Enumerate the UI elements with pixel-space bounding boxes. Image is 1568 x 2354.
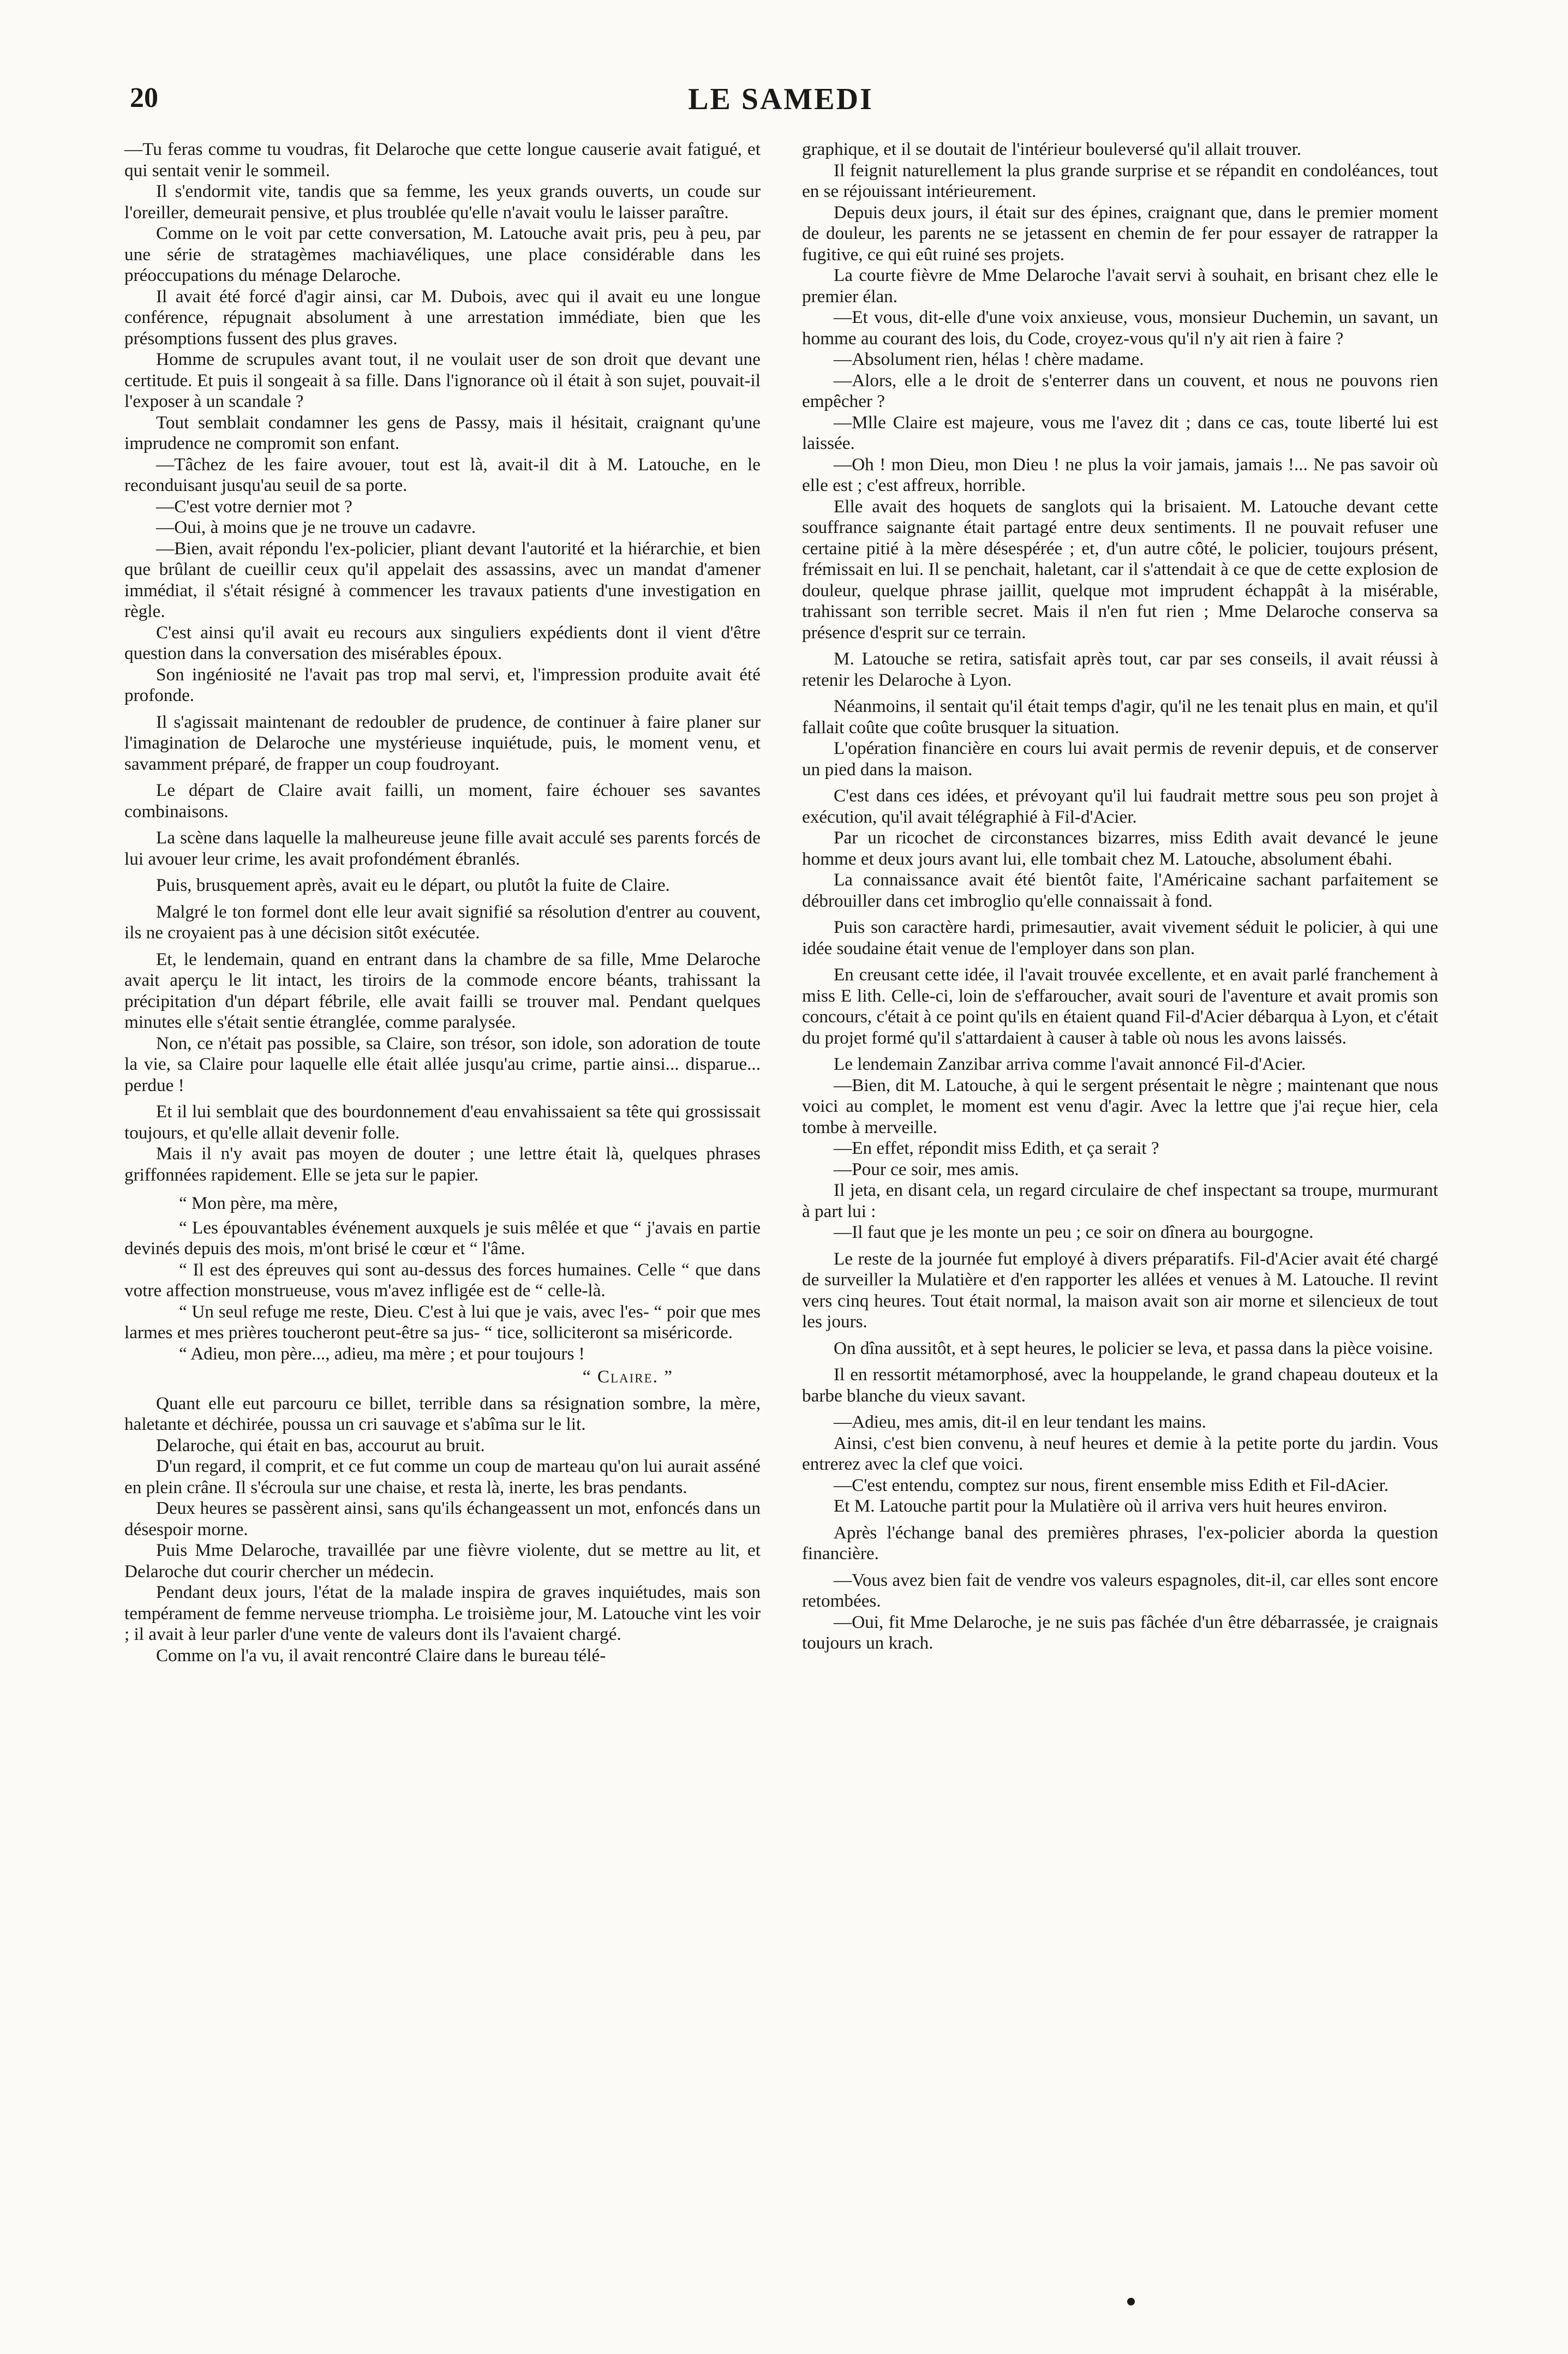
paragraph: —En effet, répondit miss Edith, et ça serait ?	[834, 1138, 1159, 1158]
journal-title: LE SAMEDI	[688, 82, 873, 116]
letter-paragraph: “ Un seul refuge me reste, Dieu. C'est à lui que je vais, avec l'es- “ poir que mes larmes et mes prières toucheront peut-être sa jus- “ tice, solliciteront sa miséricorde.	[124, 1301, 761, 1343]
paragraph: —Oh ! mon Dieu, mon Dieu ! ne plus la voir jamais, jamais !... Ne pas savoir où elle est ; c'est affreux, horrible.	[802, 454, 1438, 495]
paragraph: M. Latouche se retira, satisfait après tout, car par ses conseils, il avait réussi à retenir les Delaroche à Lyon.	[802, 649, 1438, 690]
paragraph: Pendant deux jours, l'état de la malade inspira de graves inquiétudes, mais son tempérament de femme nerveuse triompha. Le troisième jour, M. Latouche vint les voir ; il avait à leur parler d'une vente de valeurs dont ils l'avaient chargé.	[124, 1582, 761, 1644]
letter-signature: “ Claire. ”	[582, 1367, 673, 1387]
paragraph: Son ingéniosité ne l'avait pas trop mal servi, et, l'impression produite avait été profonde.	[124, 664, 761, 705]
page-header	[124, 82, 1437, 125]
paragraph: Il avait été forcé d'agir ainsi, car M. Dubois, avec qui il avait eu une longue conférence, répugnait absolument à une arrestation immédiate, bien que les présomptions fussent des plus graves.	[124, 286, 761, 349]
paragraph: D'un regard, il comprit, et ce fut comme un coup de marteau qu'on lui aurait asséné en plein crâne. Il s'écroula sur une chaise, et resta là, inerte, les bras pendants.	[124, 1456, 761, 1498]
paragraph: —Adieu, mes amis, dit-il en leur tendant les mains.	[834, 1412, 1206, 1432]
paragraph: Homme de scrupules avant tout, il ne voulait user de son droit que devant une certitude. Et puis il songeait à sa fille. Dans l'ignorance où il était à son sujet, pouvait-il l'exposer à un scandale ?	[124, 349, 761, 411]
paragraph: Et, le lendemain, quand en entrant dans la chambre de sa fille, Mme Delaroche avait aperçu le lit intact, les tiroirs de la commode encore béants, trahissant la précipitation d'un départ fébrile, elle avait failli se trouver mal. Pendant quelques minutes elle s'était sentie étranglée, comme paralysée.	[124, 949, 761, 1032]
paragraph: Deux heures se passèrent ainsi, sans qu'ils échangeassent un mot, enfoncés dans un désespoir morne.	[124, 1498, 761, 1540]
paragraph: Comme on le voit par cette conversation, M. Latouche avait pris, peu à peu, par une série de stratagèmes machiavéliques, une place considérable dans les préoccupations du ménage Delaroche.	[124, 223, 761, 285]
paragraph: Le lendemain Zanzibar arriva comme l'avait annoncé Fil-d'Acier.	[834, 1054, 1306, 1074]
paragraph: —Oui, fit Mme Delaroche, je ne suis pas fâchée d'un être débarrassée, je craignais toujours un krach.	[802, 1612, 1438, 1653]
paragraph: —Oui, à moins que je ne trouve un cadavre.	[156, 517, 476, 537]
paragraph: Quant elle eut parcouru ce billet, terrible dans sa résignation sombre, la mère, haletante et déchirée, poussa un cri sauvage et s'abîma sur le lit.	[124, 1393, 761, 1434]
paragraph: Comme on l'a vu, il avait rencontré Claire dans le bureau télé-	[156, 1645, 606, 1666]
paragraph: graphique, et il se doutait de l'intérieur bouleversé qu'il allait trouver.	[802, 139, 1302, 159]
paragraph: Depuis deux jours, il était sur des épines, craignant que, dans le premier moment de douleur, les parents ne se jetassent en chemin de fer pour essayer de ratrapper la fugitive, ce qui eût ruiné ses projets.	[802, 202, 1438, 265]
paragraph: La connaissance avait été bientôt faite, l'Américaine sachant parfaitement se débrouiller dans cet imbroglio qu'elle connaissait à fond.	[802, 870, 1438, 911]
paragraph: Il s'endormit vite, tandis que sa femme, les yeux grands ouverts, un coude sur l'oreiller, demeurait pensive, et plus troublée qu'elle n'avait voulu le laisser paraître.	[124, 181, 761, 223]
paragraph: —Absolument rien, hélas ! chère madame.	[834, 349, 1144, 369]
paragraph: —C'est entendu, comptez sur nous, firent ensemble miss Edith et Fil-dAcier.	[834, 1475, 1389, 1495]
paragraph: —C'est votre dernier mot ?	[156, 496, 352, 517]
paragraph: —Alors, elle a le droit de s'enterrer dans un couvent, et nous ne pouvons rien empêcher ?	[802, 370, 1438, 411]
paragraph: —Il faut que je les monte un peu ; ce soir on dînera au bourgogne.	[834, 1222, 1314, 1242]
paragraph: Malgré le ton formel dont elle leur avait signifié sa résolution d'entrer au couvent, ils ne croyaient pas à une décision sitôt exécutée.	[124, 901, 761, 943]
paragraph: Néanmoins, il sentait qu'il était temps d'agir, qu'il ne les tenait plus en main, et qu'il fallait coûte que coûte brusquer la situation.	[802, 696, 1438, 738]
paragraph: Et il lui semblait que des bourdonnement d'eau envahissaient sa tête qui grossissait toujours, et qu'elle allait devenir folle.	[124, 1101, 761, 1143]
paragraph: C'est ainsi qu'il avait eu recours aux singuliers expédients dont il vient d'être question dans la conversation des misérables époux.	[124, 622, 761, 663]
paragraph: Après l'échange banal des premières phrases, l'ex-policier aborda la question financière.	[802, 1522, 1438, 1564]
paragraph: Puis Mme Delaroche, travaillée par une fièvre violente, dut se mettre au lit, et Delaroche dut courir chercher un médecin.	[124, 1540, 761, 1582]
paragraph: L'opération financière en cours lui avait permis de revenir depuis, et de conserver un pied dans la maison.	[802, 738, 1438, 780]
paragraph: —Bien, avait répondu l'ex-policier, pliant devant l'autorité et la hiérarchie, et bien que brûlant de cueillir ceux qu'il appelait des assassins, avec un mandat d'amener immédiat, il s'était résigné à commencer les travaux patients d'une investigation en règle.	[124, 538, 761, 621]
paragraph: Le reste de la journée fut employé à divers préparatifs. Fil-d'Acier avait été chargé de surveiller la Mulatière et d'en rapporter les allées et venues à M. Latouche. Il revint vers cinq heures. Tout était normal, la maison avait son air morne et silencieux de tout les jours.	[802, 1248, 1438, 1332]
paragraph: Il feignit naturellement la plus grande surprise et se répandit en condoléances, tout en se réjouissant intérieurement.	[802, 160, 1438, 201]
letter-paragraph: “ Les épouvantables événement auxquels je suis mêlée et que “ j'avais en partie devinés depuis des mois, m'ont brisé le cœur et “ l'âme.	[124, 1217, 761, 1259]
paragraph: On dîna aussitôt, et à sept heures, le policier se leva, et passa dans la pièce voisine.	[834, 1338, 1433, 1358]
paragraph: —Et vous, dit-elle d'une voix anxieuse, vous, monsieur Duchemin, un savant, un homme au courant des lois, du Code, croyez-vous qu'il n'y ait rien à faire ?	[802, 307, 1438, 349]
paragraph: —Bien, dit M. Latouche, à qui le sergent présentait le nègre ; maintenant que nous voici au complet, le moment est venu d'agir. Avec la lettre que j'ai reçue hier, cela tombe à merveille.	[802, 1075, 1438, 1137]
paragraph: Il jeta, en disant cela, un regard circulaire de chef inspectant sa troupe, murmurant à part lui :	[802, 1180, 1438, 1221]
paragraph: Elle avait des hoquets de sanglots qui la brisaient. M. Latouche devant cette souffrance saignante était partagé entre deux sentiments. Il ne pouvait refuser une certaine pitié à la mère désespérée ; et, d'un autre côté, le policier, toujours présent, frémissait en lui. Il se penchait, haletant, car il s'attendait à ce que de cette explosion de douleur, quelque phrase jaillit, quelque mot imprudent échappât à la misérable, trahissant son terrible secret. Mais il n'en fut rien ; Mme Delaroche conserva sa présence d'esprit sur ce terrain.	[802, 496, 1438, 643]
right-column	[802, 139, 1438, 1654]
ink-dot-mark	[1127, 2298, 1135, 2305]
paragraph: Il en ressortit métamorphosé, avec la houppelande, le grand chapeau douteux et la barbe blanche du vieux savant.	[802, 1364, 1438, 1406]
paragraph: —Vous avez bien fait de vendre vos valeurs espagnoles, dit-il, car elles sont encore retombées.	[802, 1570, 1438, 1611]
paragraph: C'est dans ces idées, et prévoyant qu'il lui faudrait mettre sous peu son projet à exécution, qu'il avait télégraphié à Fil-d'Acier.	[802, 786, 1438, 827]
paragraph: —Tâchez de les faire avouer, tout est là, avait-il dit à M. Latouche, en le reconduisant jusqu'au seuil de sa porte.	[124, 454, 761, 495]
paragraph: Tout semblait condamner les gens de Passy, mais il hésitait, craignant qu'une imprudence ne compromit son enfant.	[124, 412, 761, 453]
letter-paragraph: “ Adieu, mon père..., adieu, ma mère ; et pour toujours !	[179, 1343, 585, 1364]
page-number: 20	[130, 82, 158, 113]
paragraph: Le départ de Claire avait failli, un moment, faire échouer ses savantes combinaisons.	[124, 780, 761, 822]
letter-salutation: “ Mon père, ma mère,	[179, 1193, 338, 1213]
paragraph: En creusant cette idée, il l'avait trouvée excellente, et en avait parlé franchement à miss E lith. Celle-ci, loin de s'effaroucher, avait souri de l'aventure et avait promis son concours, c'était à ce point qu'ils en étaient quand Fil-d'Acier débarqua à Lyon, et c'était du projet formé qu'il s'attardaient à causer à table où nous les avons laissés.	[802, 965, 1438, 1048]
paragraph: —Pour ce soir, mes amis.	[834, 1159, 1019, 1179]
paragraph: —Tu feras comme tu voudras, fit Delaroche que cette longue causerie avait fatigué, et qui sentait venir le sommeil.	[124, 139, 761, 181]
paragraph: Et M. Latouche partit pour la Mulatière où il arriva vers huit heures environ.	[834, 1496, 1387, 1516]
paragraph: Mais il n'y avait pas moyen de douter ; une lettre était là, quelques phrases griffonnées rapidement. Elle se jeta sur le papier.	[124, 1143, 761, 1185]
paragraph: Par un ricochet de circonstances bizarres, miss Edith avait devancé le jeune homme et deux jours avant lui, elle tombait chez M. Latouche, absolument ébahi.	[802, 828, 1438, 869]
paragraph: Puis son caractère hardi, primesautier, avait vivement séduit le policier, à qui une idée soudaine était venue de l'employer dans son plan.	[802, 917, 1438, 959]
left-column	[124, 139, 761, 1666]
paragraph: La courte fièvre de Mme Delaroche l'avait servi à souhait, en brisant chez elle le premier élan.	[802, 265, 1438, 307]
paragraph: —Mlle Claire est majeure, vous me l'avez dit ; dans ce cas, toute liberté lui est laissée.	[802, 412, 1438, 453]
claire-letter	[124, 1193, 761, 1388]
paragraph: Non, ce n'était pas possible, sa Claire, son trésor, son idole, son adoration de toute la vie, sa Claire pour laquelle elle était allée jusqu'au crime, partie ainsi... disparue... perdue !	[124, 1033, 761, 1095]
paragraph: Delaroche, qui était en bas, accourut au bruit.	[156, 1435, 485, 1455]
paragraph: La scène dans laquelle la malheureuse jeune fille avait acculé ses parents forcés de lui avouer leur crime, les avait profondément ébranlés.	[124, 828, 761, 869]
paragraph: Puis, brusquement après, avait eu le départ, ou plutôt la fuite de Claire.	[156, 875, 670, 895]
paragraph: Ainsi, c'est bien convenu, à neuf heures et demie à la petite porte du jardin. Vous entrerez avec la clef que voici.	[802, 1433, 1438, 1474]
paragraph: Il s'agissait maintenant de redoubler de prudence, de continuer à faire planer sur l'imagination de Delaroche une mystérieuse inquiétude, puis, le moment venu, et savamment préparé, de frapper un coup foudroyant.	[124, 711, 761, 774]
letter-paragraph: “ Il est des épreuves qui sont au-dessus des forces humaines. Celle “ que dans votre affection monstrueuse, vous m'avez infligée est de “ celle-là.	[124, 1259, 761, 1301]
